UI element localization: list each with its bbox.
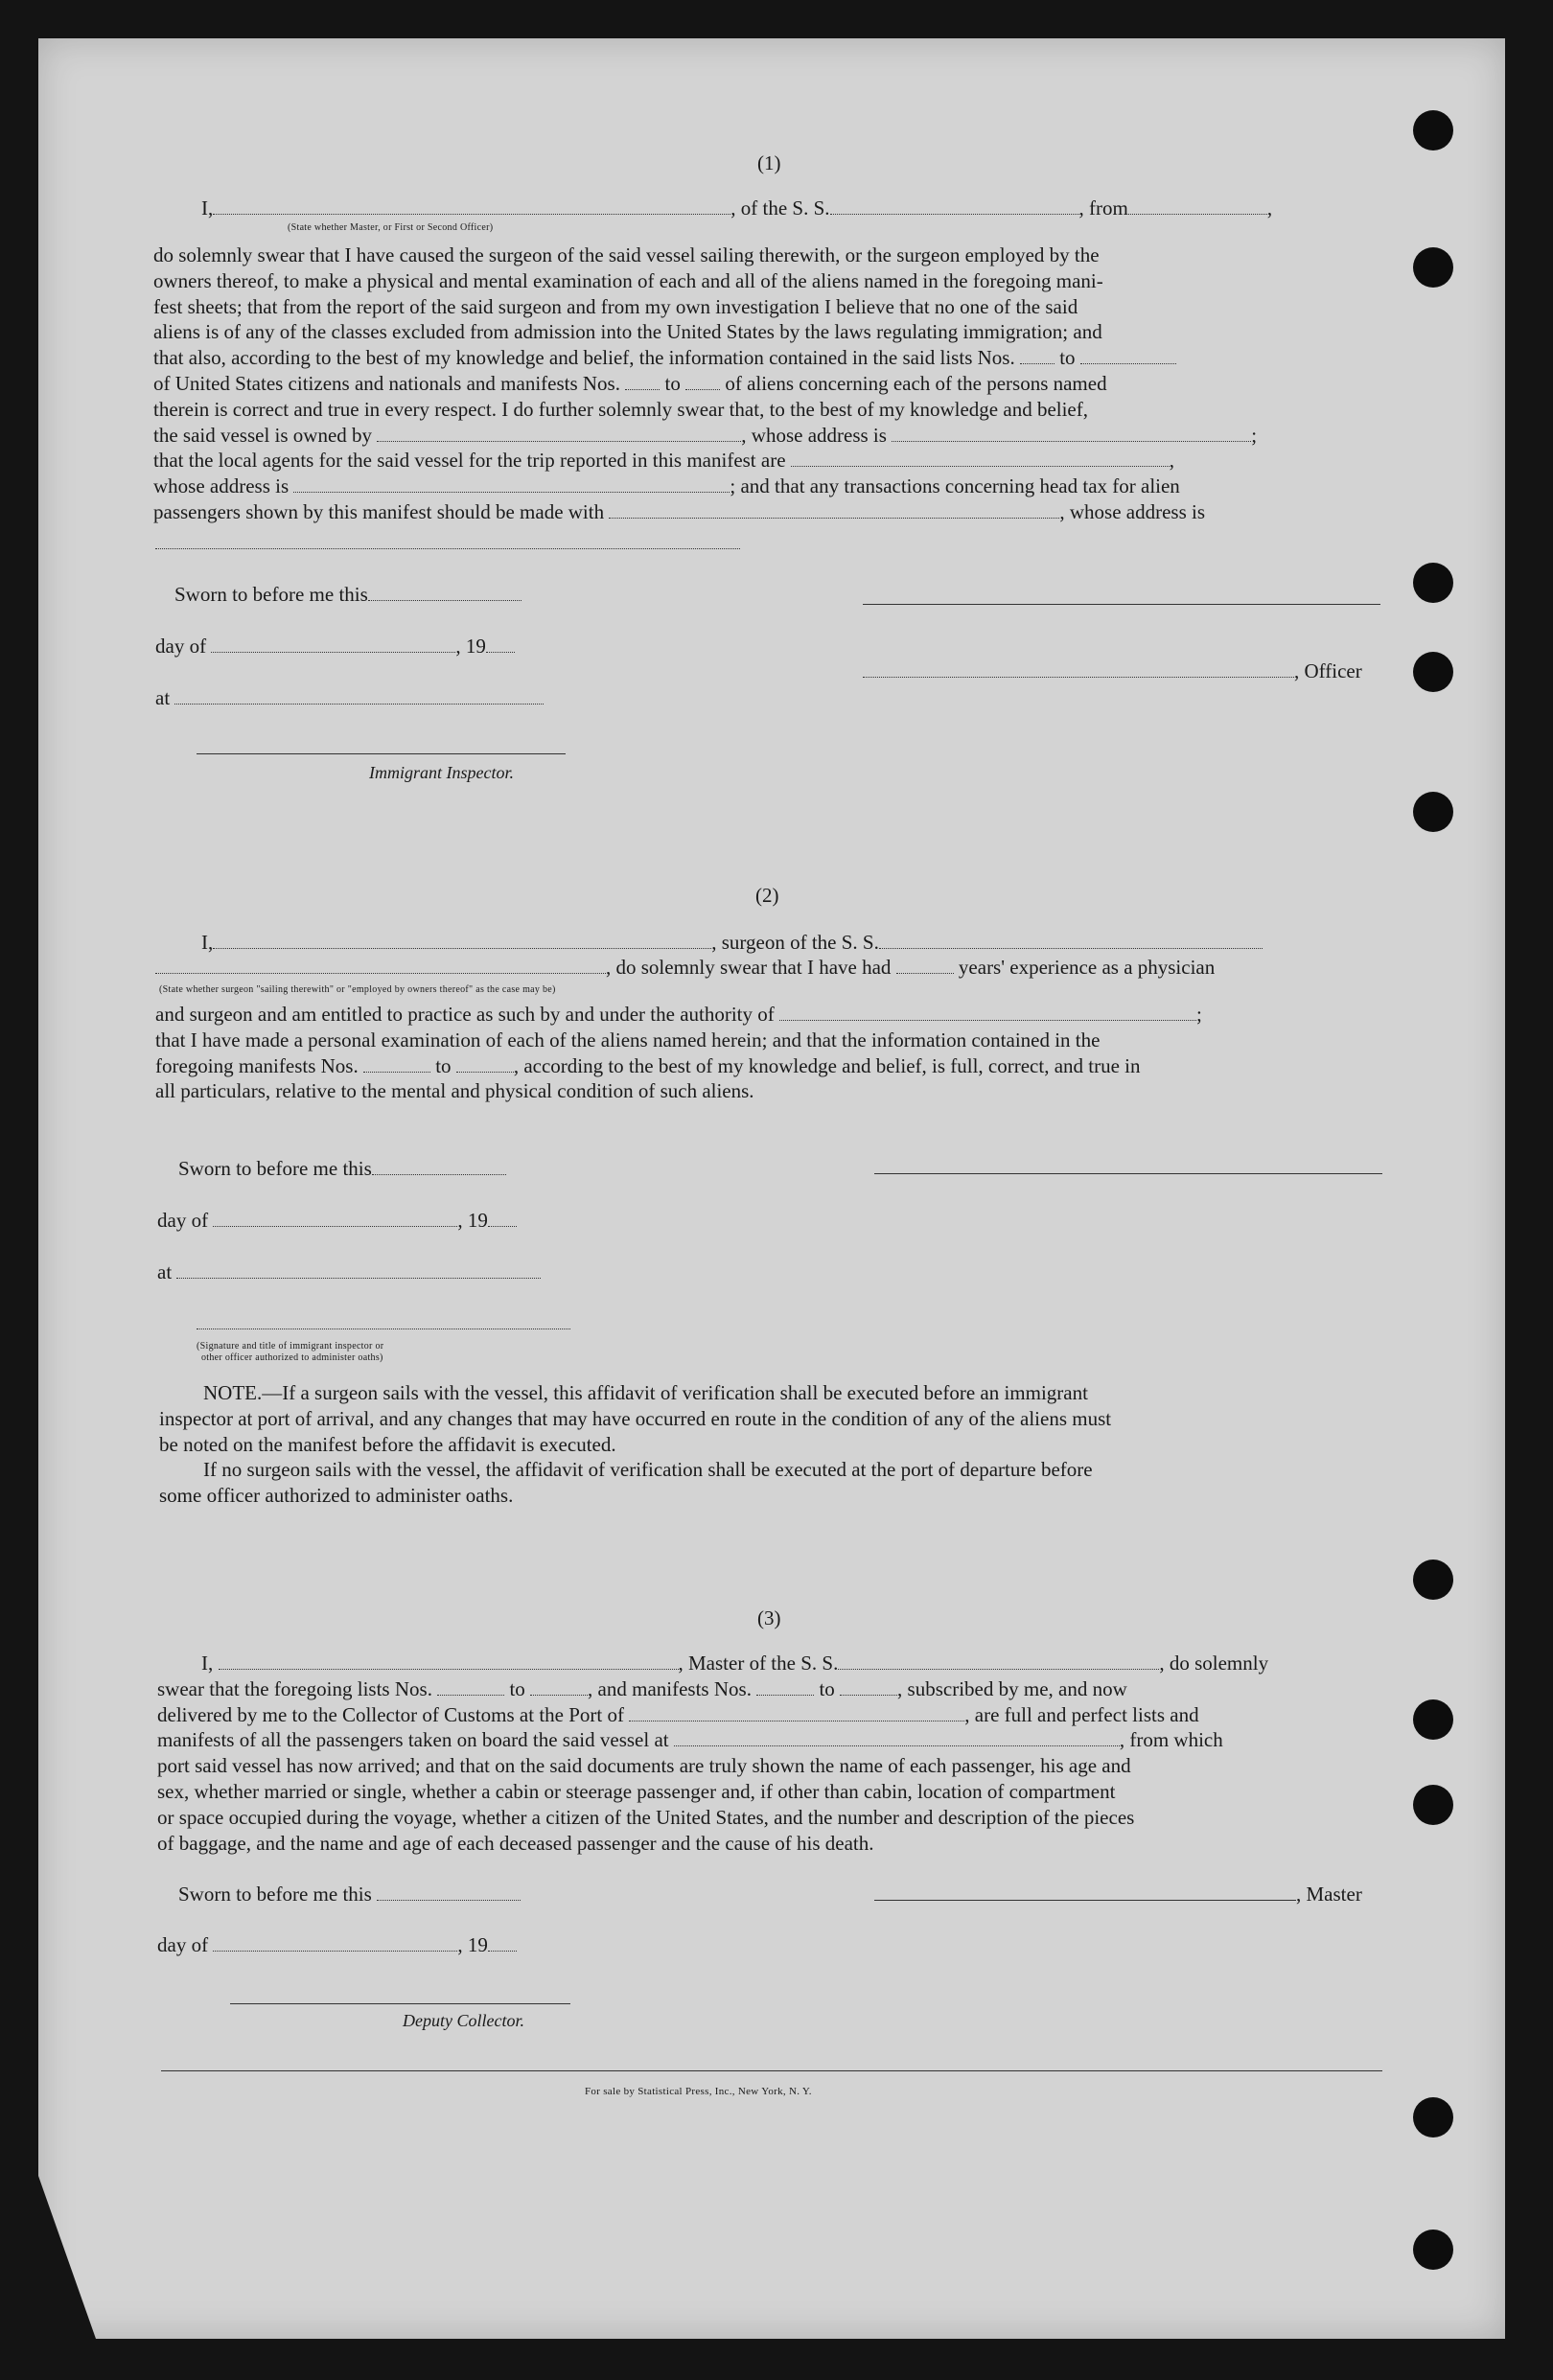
sworn-label: Sworn to before me this	[174, 583, 522, 606]
body-line: fest sheets; that from the report of the said surgeon and from my own investigation I believe that no one of the said	[153, 294, 1078, 318]
section-1-line-1: I, , of the S. S. , from ,	[201, 196, 1273, 220]
section-2-line-2: , do solemnly swear that I have had years' experience as a physician	[155, 956, 1215, 979]
punch-hole	[1413, 1699, 1453, 1740]
section-2-body	[155, 1002, 1384, 1104]
section-3-number: (3)	[757, 1606, 781, 1629]
body-line: port said vessel has now arrived; and that on the said documents are truly shown the name of each passenger, his age and	[157, 1754, 1131, 1778]
body-line: owners thereof, to make a physical and mental examination of each and all of the aliens named in the foregoing mani-	[153, 268, 1103, 292]
note-line: some officer authorized to administer oaths.	[159, 1484, 514, 1508]
section-1-number: (1)	[757, 151, 781, 174]
punch-hole	[1413, 652, 1453, 692]
body-line: of baggage, and the name and age of each deceased passenger and the cause of his death.	[157, 1831, 874, 1855]
deputy-caption: Deputy Collector.	[403, 2011, 524, 2030]
collector-signature-line	[230, 2003, 570, 2004]
footer-imprint: For sale by Statistical Press, Inc., New York, N. Y.	[585, 2086, 812, 2097]
punch-hole	[1413, 1785, 1453, 1825]
body-line: manifests of all the passengers taken on board the said vessel at , from which	[157, 1728, 1223, 1752]
body-line: whose address is ; and that any transactions concerning head tax for alien	[153, 474, 1180, 498]
torn-corner	[38, 2176, 96, 2339]
section-2-number: (2)	[755, 884, 779, 907]
inspector-caption: Immigrant Inspector.	[369, 763, 514, 782]
punch-hole	[1413, 1560, 1453, 1600]
punch-hole	[1413, 247, 1453, 288]
punch-hole	[1413, 2097, 1453, 2137]
body-line: foregoing manifests Nos. to , according to the best of my knowledge and belief, is full, correct, and true in	[155, 1053, 1141, 1077]
body-line: therein is correct and true in every respect. I do further solemnly swear that, to the best of my knowledge and belief,	[153, 397, 1088, 421]
body-line: the said vessel is owned by , whose address is ;	[153, 423, 1258, 447]
master-signature: , Master	[874, 1883, 1362, 1906]
body-line: or space occupied during the voyage, whether a citizen of the United States, and the number and description of the pieces	[157, 1805, 1135, 1829]
day-of-label: day of , 19	[155, 635, 515, 658]
body-line: and surgeon and am entitled to practice as such by and under the authority of ;	[155, 1003, 1202, 1026]
body-line: of United States citizens and nationals and manifests Nos. to of aliens concerning each of the persons named	[153, 371, 1107, 395]
section-1-caption: (State whether Master, or First or Second Officer)	[288, 222, 494, 233]
body-line: do solemnly swear that I have caused the surgeon of the said vessel sailing therewith, or the surgeon employed by the	[153, 243, 1100, 266]
sworn-label: Sworn to before me this	[178, 1157, 506, 1180]
officer-line: , Officer	[863, 659, 1362, 682]
body-line: that the local agents for the said vessel for the trip reported in this manifest are ,	[153, 449, 1175, 473]
sig-caption-2: other officer authorized to administer oaths)	[201, 1352, 383, 1363]
section-1-body	[153, 243, 1382, 525]
signature-line	[874, 1173, 1382, 1174]
body-line: swear that the foregoing lists Nos. to , and manifests Nos. to , subscribed by me, and now	[157, 1676, 1127, 1700]
note-block	[159, 1380, 1384, 1509]
footer-rule	[161, 2070, 1382, 2071]
note-line: inspector at port of arrival, and any changes that may have occurred en route in the condition of any of the aliens must	[159, 1406, 1112, 1430]
punch-hole	[1413, 563, 1453, 603]
punch-hole	[1413, 110, 1453, 150]
sig-caption-1: (Signature and title of immigrant inspector or	[197, 1341, 384, 1352]
note-line: If no surgeon sails with the vessel, the affidavit of verification shall be executed at the port of departure before	[203, 1458, 1093, 1482]
body-line: sex, whether married or single, whether a cabin or steerage passenger and, if other than cabin, location of compartment	[157, 1779, 1116, 1803]
body-line: that also, according to the best of my knowledge and belief, the information contained in the said lists Nos. to	[153, 345, 1382, 371]
sworn-label: Sworn to before me this	[178, 1883, 521, 1906]
note-line: NOTE.—If a surgeon sails with the vessel, this affidavit of verification shall be executed before an immigrant	[203, 1381, 1088, 1404]
address-line	[155, 548, 740, 549]
body-line: delivered by me to the Collector of Customs at the Port of , are full and perfect lists and	[157, 1702, 1199, 1726]
punch-hole	[1413, 792, 1453, 832]
body-line: aliens is of any of the classes excluded from admission into the United States by the laws regulating immigration; and	[153, 320, 1102, 344]
at-label: at	[155, 686, 544, 709]
day-of-label: day of , 19	[157, 1933, 517, 1956]
day-of-label: day of , 19	[157, 1209, 517, 1232]
signature-line	[863, 604, 1380, 605]
body-line: passengers shown by this manifest should be made with , whose address is	[153, 499, 1206, 523]
section-3-body	[157, 1651, 1384, 1856]
punch-hole	[1413, 2230, 1453, 2270]
section-2-caption: (State whether surgeon "sailing therewith" or "employed by owners thereof" as the case may be)	[159, 984, 556, 995]
body-line: all particulars, relative to the mental and physical condition of such aliens.	[155, 1079, 754, 1103]
body-line: that I have made a personal examination of each of the aliens named herein; and that the information contained in the	[155, 1028, 1101, 1051]
section-2-line-1: I, , surgeon of the S. S.	[201, 931, 1263, 954]
at-label: at	[157, 1260, 541, 1283]
note-line: be noted on the manifest before the affidavit is executed.	[159, 1432, 616, 1456]
inspector-signature-line	[197, 753, 566, 754]
body-line: I, , Master of the S. S. , do solemnly	[201, 1652, 1269, 1675]
